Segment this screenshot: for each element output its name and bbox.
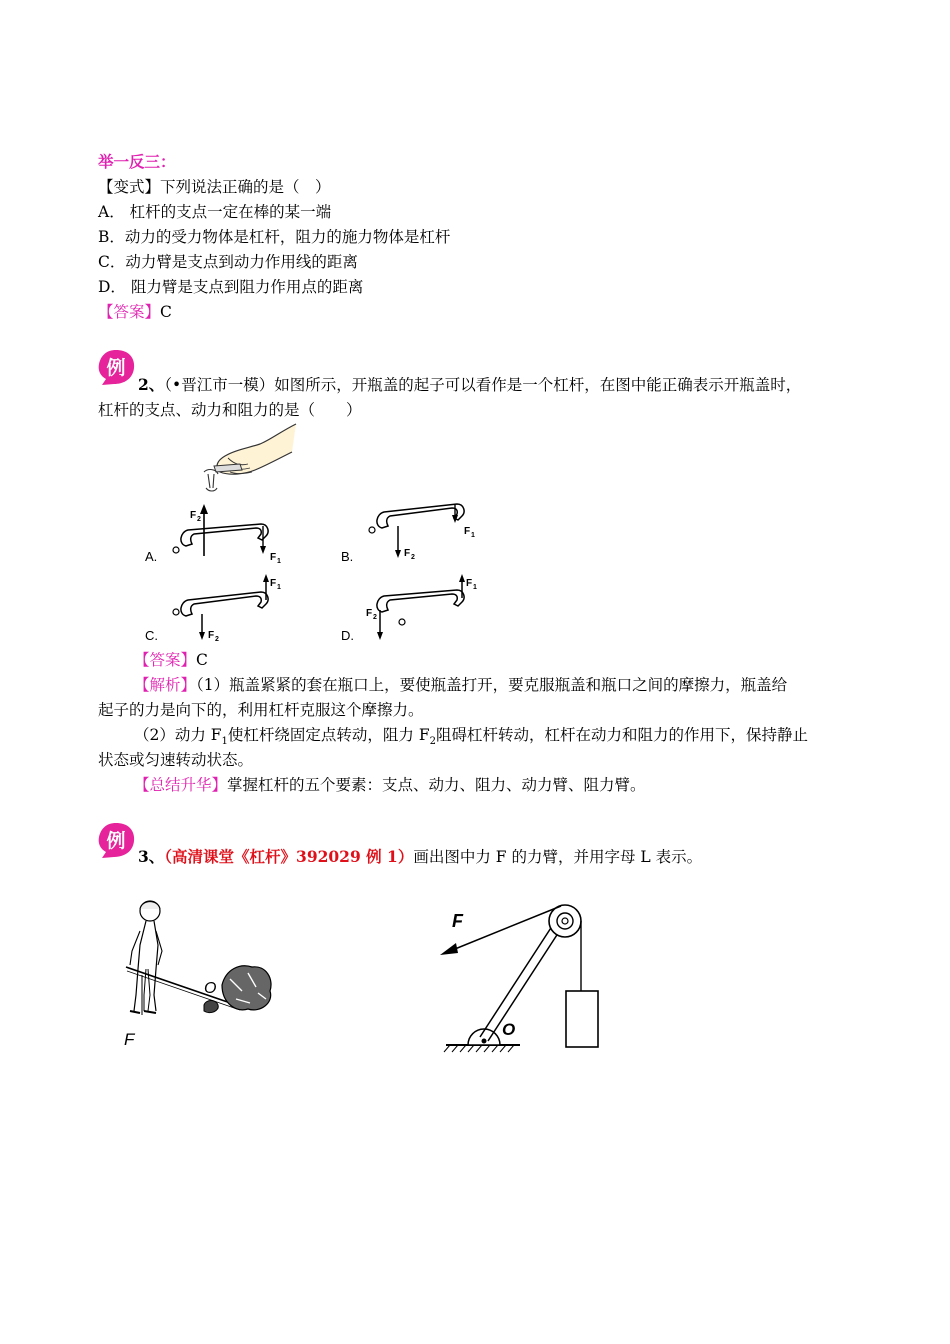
choice-a: A. <box>145 549 158 564</box>
figure-option-d <box>362 570 492 644</box>
example2-answer <box>134 649 208 671</box>
analysis-line-4: 状态或匀速转动状态。 <box>98 751 254 769</box>
option-a: A． 杠杆的支点一定在棒的某一端 <box>98 203 332 221</box>
analysis-2-part2: 使杠杆绕固定点转动，阻力 F <box>227 726 430 744</box>
analysis-line-1 <box>134 674 787 696</box>
svg-text:例: 例 <box>106 357 126 379</box>
svg-text:F: F <box>124 1030 135 1049</box>
svg-text:F: F <box>464 526 471 537</box>
summary-line <box>134 774 646 796</box>
example2-line1 <box>138 374 801 396</box>
svg-text:2: 2 <box>373 614 377 621</box>
svg-text:2: 2 <box>197 516 201 523</box>
svg-text:2: 2 <box>411 554 415 561</box>
figure-man-lever <box>110 895 285 1055</box>
svg-text:1: 1 <box>471 532 475 539</box>
svg-text:F: F <box>404 548 411 559</box>
svg-text:F: F <box>452 911 463 931</box>
choice-b: B. <box>341 549 354 564</box>
answer-label: 【答案】 <box>98 303 161 321</box>
figure-option-a <box>166 500 296 566</box>
hand-opener-illustration <box>200 422 300 494</box>
svg-text:O: O <box>502 1020 516 1039</box>
example3-line <box>138 846 702 868</box>
analysis-2-part1: （2）动力 F <box>134 726 222 744</box>
analysis-line-2: 起子的力是向下的，利用杠杆克服这个摩擦力。 <box>98 701 424 719</box>
example-badge-2 <box>96 348 136 386</box>
svg-text:F: F <box>270 578 277 589</box>
section-title: 举一反三： <box>98 152 176 171</box>
option-c: C．动力臂是支点到动力作用线的距离 <box>98 253 358 271</box>
example2-question-1: （•晋江市一模）如图所示，开瓶盖的起子可以看作是一个杠杆，在图中能正确表示开瓶盖时， <box>164 376 802 394</box>
svg-text:1: 1 <box>473 584 477 591</box>
svg-text:例: 例 <box>106 830 126 852</box>
figure-option-b <box>362 492 492 564</box>
example2-answer-label: 【答案】 <box>134 651 197 669</box>
svg-text:F: F <box>366 608 373 619</box>
svg-text:1: 1 <box>277 584 281 591</box>
analysis-label: 【解析】 <box>134 676 197 694</box>
example3-text: 画出图中力 F 的力臂，并用字母 L 表示。 <box>413 848 703 866</box>
svg-text:2: 2 <box>215 636 219 643</box>
analysis-text-1a: （1）瓶盖紧紧的套在瓶口上，要使瓶盖打开，要克服瓶盖和瓶口之间的摩擦力，瓶盖给 <box>196 676 788 694</box>
example3-number: 3、 <box>138 847 165 866</box>
analysis-2-sub2: 2 <box>429 736 436 748</box>
svg-text:F: F <box>466 578 473 589</box>
variant-question-text: 下列说法正确的是（ ） <box>160 178 331 196</box>
example-badge-3 <box>96 821 136 859</box>
option-d: D． 阻力臂是支点到阻力作用点的距离 <box>98 278 364 296</box>
example2-line2: 杠杆的支点、动力和阻力的是（ ） <box>98 401 362 419</box>
svg-text:O: O <box>204 980 217 997</box>
svg-text:F: F <box>270 552 277 563</box>
analysis-2-part3: 阻碍杠杆转动，杠杆在动力和阻力的作用下，保持静止 <box>435 726 808 744</box>
variant-question <box>98 176 331 198</box>
figure-rod-pulley <box>432 895 622 1055</box>
svg-text:F: F <box>190 510 197 521</box>
summary-label: 【总结升华】 <box>134 776 228 794</box>
variant-answer <box>98 301 172 323</box>
summary-text: 掌握杠杆的五个要素：支点、动力、阻力、动力臂、阻力臂。 <box>227 776 646 794</box>
choice-d: D. <box>341 628 354 643</box>
svg-text:1: 1 <box>277 558 281 565</box>
example2-number: 2、 <box>138 375 165 394</box>
choice-c: C. <box>145 628 158 643</box>
analysis-2-sub1: 1 <box>221 736 228 748</box>
option-b: B．动力的受力物体是杠杆，阻力的施力物体是杠杆 <box>98 228 451 246</box>
answer-value: C <box>160 303 172 321</box>
variant-prefix: 【变式】 <box>98 178 161 196</box>
figure-option-c <box>166 570 296 644</box>
svg-text:F: F <box>208 630 215 641</box>
example2-answer-value: C <box>196 651 208 669</box>
example3-source: （高清课堂《杠杆》392029 例 1） <box>164 847 414 866</box>
